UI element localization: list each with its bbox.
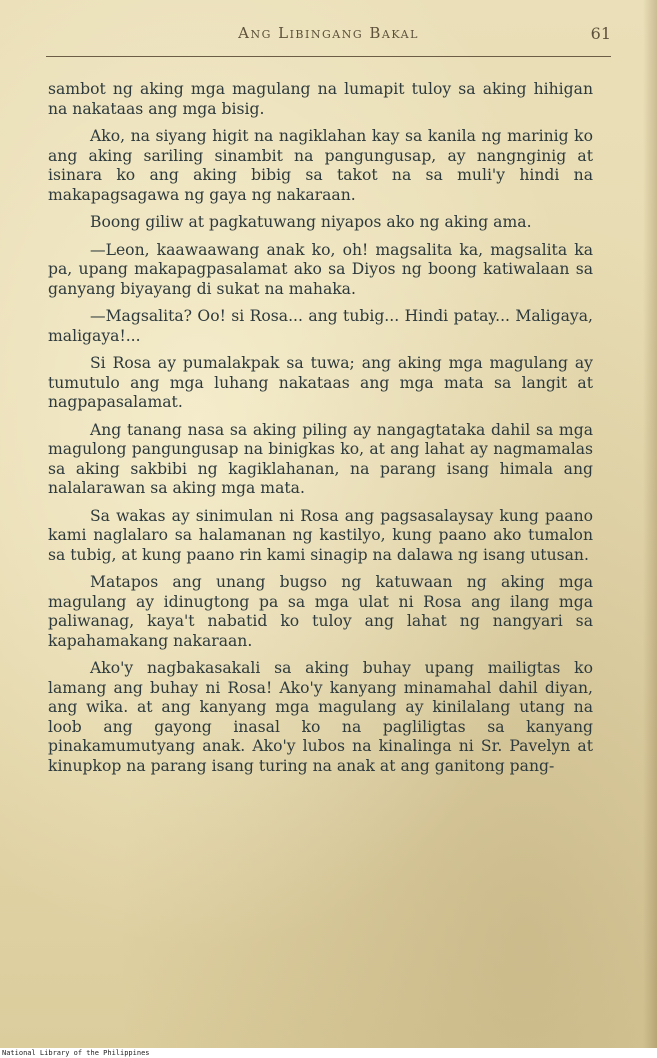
- paragraph: —Magsalita? Oo! si Rosa... ang tubig... Hindi patay... Maligaya, maligaya!...: [48, 307, 593, 345]
- header-rule: [46, 56, 611, 57]
- paragraph: sambot ng aking mga magulang na lumapit tuloy sa aking hihigan na nakataas ang mga bisig.: [48, 80, 593, 118]
- paragraph: Ako'y nagbakasakali sa aking buhay upang mailigtas ko lamang ang buhay ni Rosa! Ako'y kanyang minamahal dahil diyan, ang wika. at ang kanyang mga magulang ay kinilalang utang na loob ang gayong inasal ko na pagliligtas sa kanyang pinakamumutyang anak. Ako'y lubos na kinalinga ni Sr. Pavelyn at kinupkop na parang isang turing na anak at ang ganitong pang-: [48, 659, 593, 775]
- paragraph: Matapos ang unang bugso ng katuwaan ng aking mga magulang ay idinugtong pa sa mga ulat ni Rosa ang ilang mga paliwanag, kaya't nabatid ko tuloy ang lahat ng nangyari sa kapahamakang nakaraan.: [48, 573, 593, 650]
- page-number: 61: [590, 24, 611, 43]
- paragraph: Si Rosa ay pumalakpak sa tuwa; ang aking mga magulang ay tumutulo ang mga luhang nakataas ang mga mata sa langit at nagpapasalamat.: [48, 354, 593, 411]
- running-title: Ang Libingang Bakal: [238, 24, 419, 42]
- paragraph: Ang tanang nasa sa aking piling ay nangagtataka dahil sa mga magulong pangungusap na binigkas ko, at ang lahat ay nagmamalas sa aking sakbibi ng kagiklahanan, na parang isang himala ang nalalarawan sa aking mga mata.: [48, 420, 593, 497]
- paragraph: —Leon, kaawaawang anak ko, oh! magsalita ka, magsalita ka pa, upang makapagpasalamat ako sa Diyos ng boong katiwalaan sa ganyang biyayang di sukat na mahaka.: [48, 240, 593, 298]
- page-header: [46, 24, 611, 50]
- library-watermark: National Library of the Philippines: [0, 1048, 657, 1058]
- paragraph: Sa wakas ay sinimulan ni Rosa ang pagsasalaysay kung paano kami naglalaro sa halamanan ng kastilyo, kung paano ako tumalon sa tubig, at kung paano rin kami sinagip na dalawa ng isang utusan.: [48, 506, 593, 564]
- body-text: [48, 80, 593, 784]
- paragraph: Boong giliw at pagkatuwang niyapos ako ng aking ama.: [90, 213, 532, 231]
- paragraph: Ako, na siyang higit na nagiklahan kay sa kanila ng marinig ko ang aking sariling sinambit na pangungusap, ay nangnginig at isinara ko ang aking bibig sa takot na sa muli'y hindi na makapagsagawa ng gaya ng nakaraan.: [48, 127, 593, 204]
- page-edge-shadow: [643, 0, 657, 1048]
